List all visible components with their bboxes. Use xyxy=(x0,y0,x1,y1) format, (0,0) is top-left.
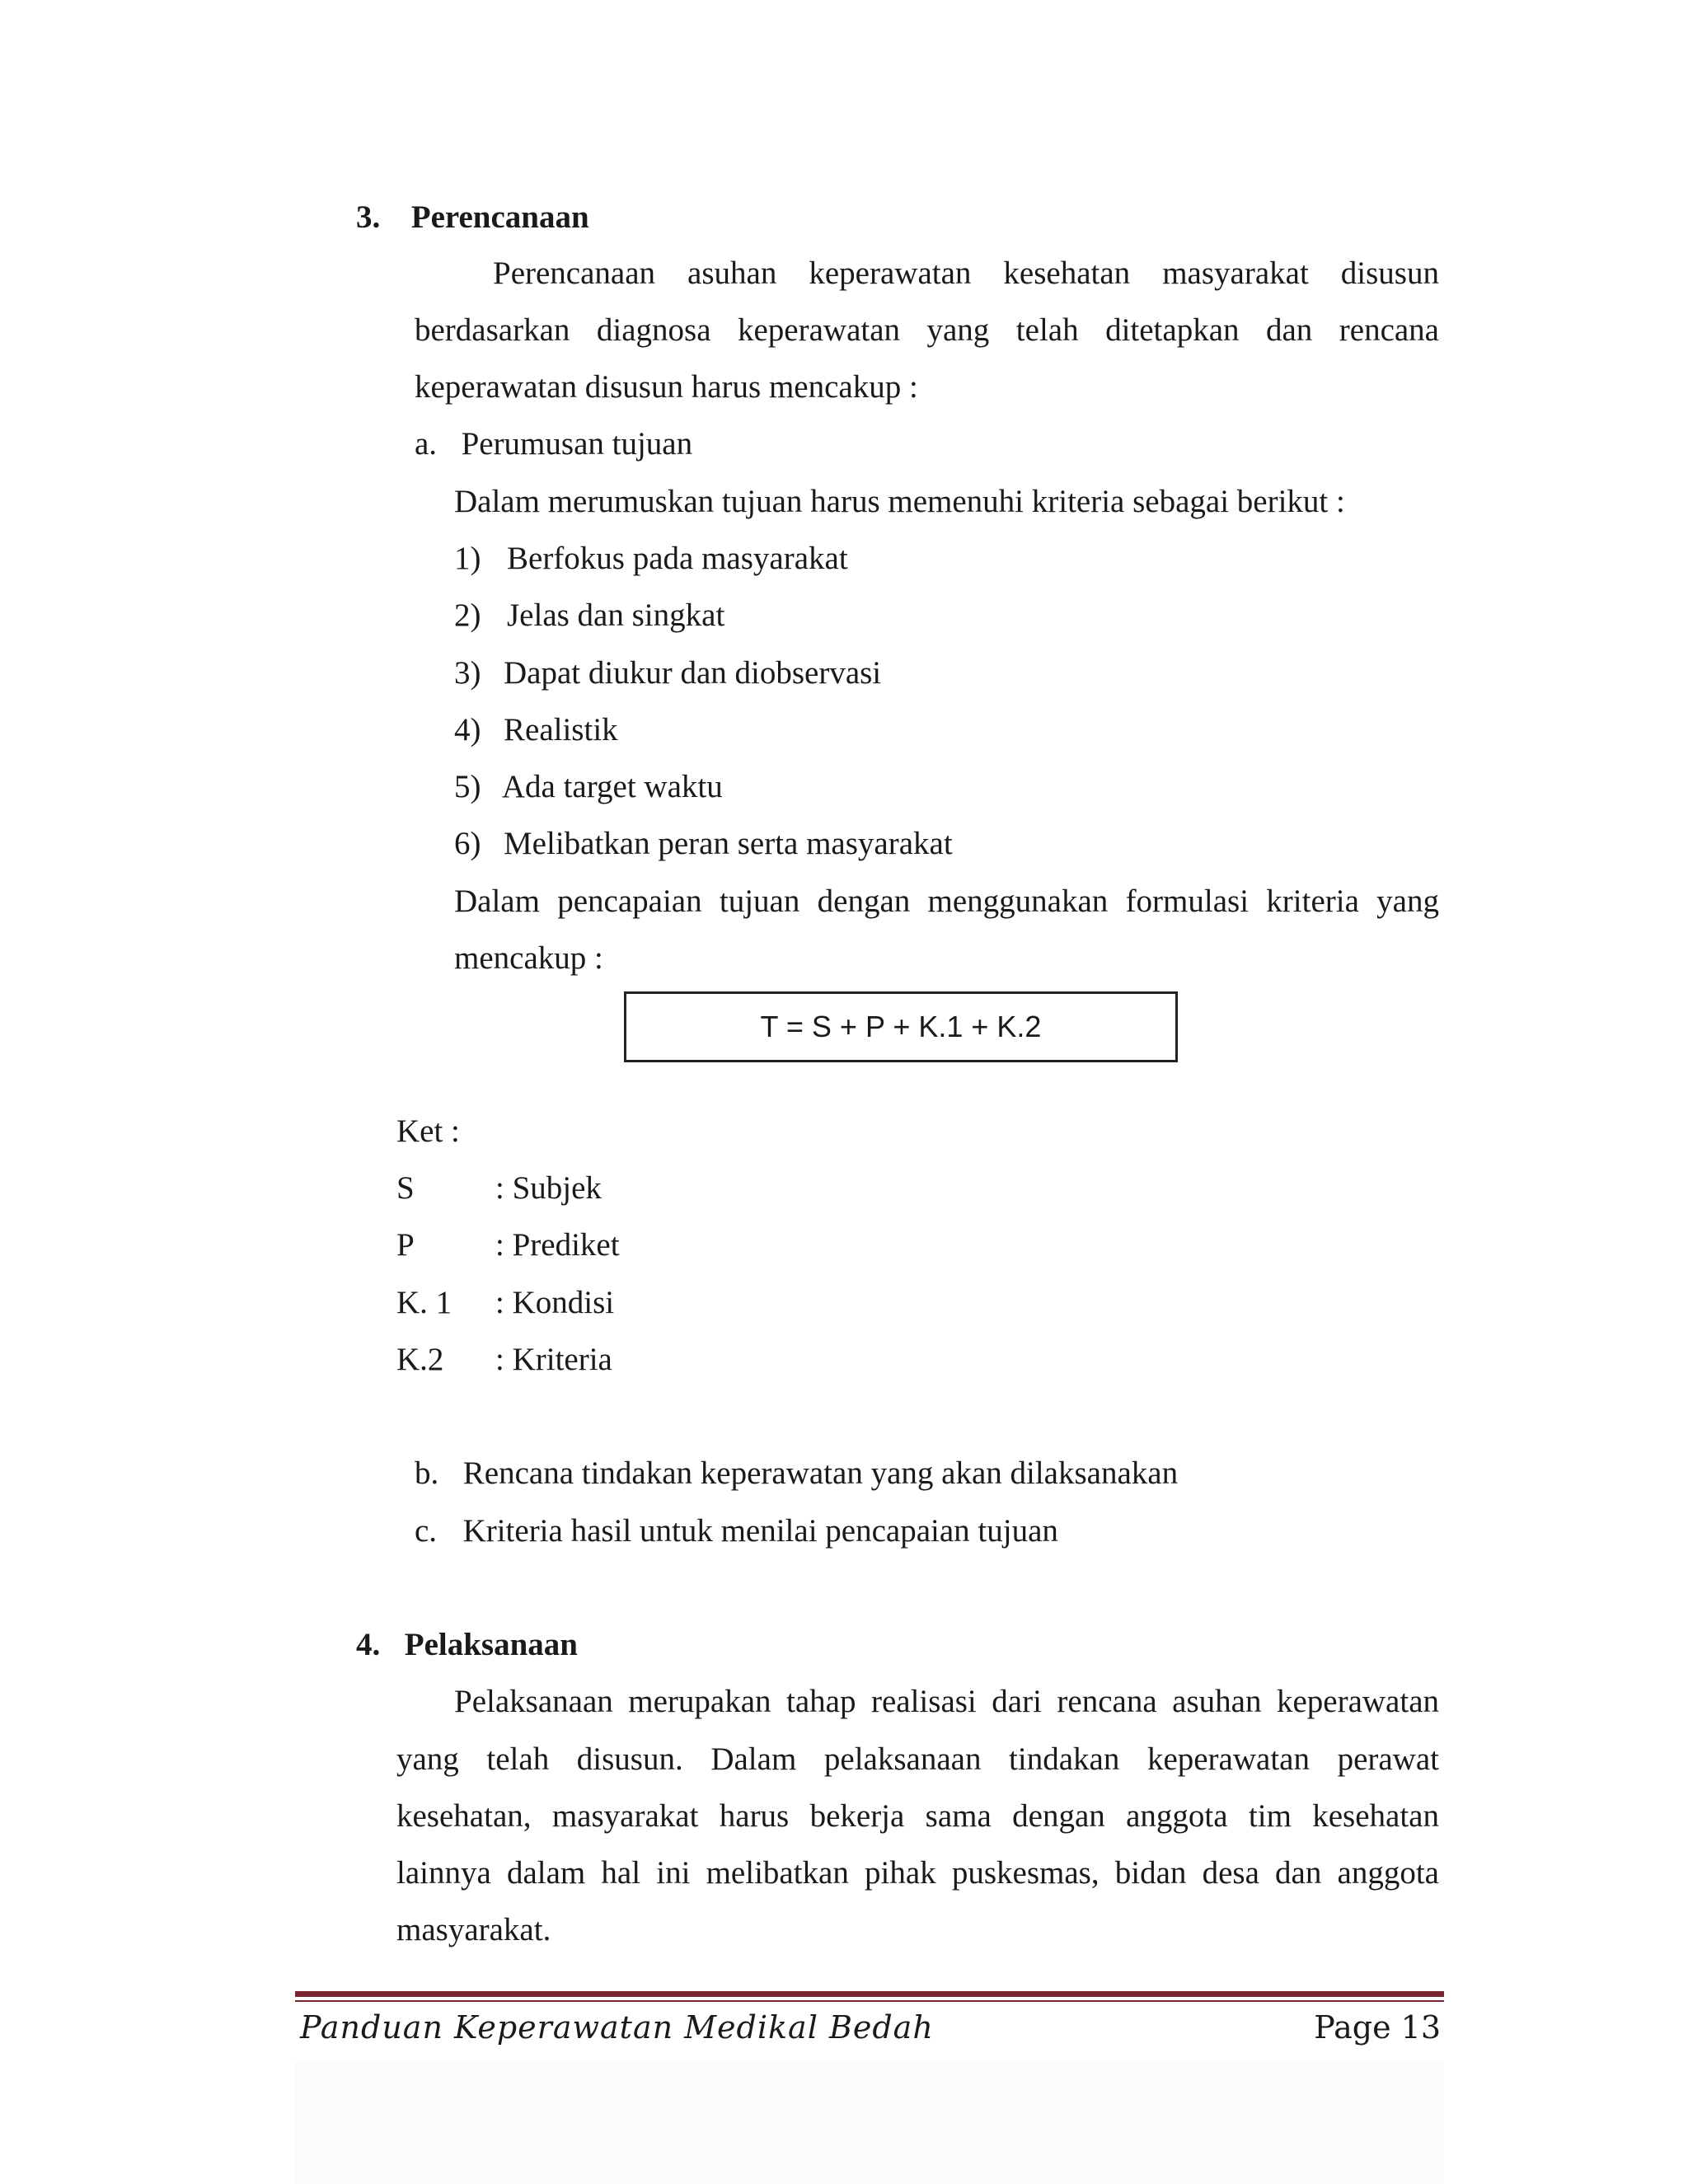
intro-line-3: keperawatan disusun harus mencakup : xyxy=(415,369,918,405)
criteria-item xyxy=(454,539,848,579)
criteria-item xyxy=(454,767,723,807)
ket-key: K.2 xyxy=(396,1342,444,1377)
section-4-line-3: kesehatan, masyarakat harus bekerja sama dengan anggota tim kesehatan xyxy=(396,1798,1439,1834)
section-4-line-4: lainnya dalam hal ini melibatkan pihak puskesmas, bidan desa dan anggota xyxy=(396,1855,1439,1891)
criteria-item xyxy=(454,824,953,864)
item-b-marker: b. xyxy=(415,1455,439,1491)
item-b-label: Rencana tindakan keperawatan yang akan dilaksanakan xyxy=(462,1455,1179,1491)
ket-key: K. 1 xyxy=(396,1285,452,1320)
section-4-line-2: yang telah disusun. Dalam pelaksanaan tindakan keperawatan perawat xyxy=(396,1741,1439,1777)
criteria-text: Melibatkan peran serta masyarakat xyxy=(504,826,953,861)
item-c-marker: c. xyxy=(415,1513,438,1549)
item-a-label: Perumusan tujuan xyxy=(461,426,693,462)
section-3-number: 3. xyxy=(356,199,381,235)
ket-title: Ket : xyxy=(396,1113,460,1149)
item-b xyxy=(415,1454,1178,1493)
criteria-item xyxy=(454,654,881,693)
formula-lead-2: mencakup : xyxy=(454,940,603,976)
criteria-number: 6) xyxy=(454,826,481,861)
ket-value: : Kriteria xyxy=(495,1342,612,1377)
criteria-number: 4) xyxy=(454,712,481,748)
footer-title: Panduan Keperawatan Medikal Bedah xyxy=(300,2009,934,2046)
item-c xyxy=(415,1511,1058,1551)
criteria-text: Dapat diukur dan diobservasi xyxy=(504,655,882,691)
section-3-title: Perencanaan xyxy=(410,199,589,235)
formula-lead-1: Dalam pencapaian tujuan dengan menggunakan formulasi kriteria yang xyxy=(454,883,1439,919)
criteria-number: 5) xyxy=(454,769,481,804)
section-4-line-1: Pelaksanaan merupakan tahap realisasi dari rencana asuhan keperawatan xyxy=(454,1684,1439,1719)
section-4-title: Pelaksanaan xyxy=(404,1627,578,1662)
criteria-item xyxy=(454,596,724,635)
footer-rule-thin xyxy=(295,2000,1444,2002)
criteria-text: Realistik xyxy=(504,712,618,748)
section-4-line-5: masyarakat. xyxy=(396,1912,551,1947)
ket-key: S xyxy=(396,1170,415,1206)
ket-value: : Kondisi xyxy=(495,1285,615,1320)
intro-line-1: Perencanaan asuhan keperawatan kesehatan masyarakat disusun xyxy=(493,255,1439,291)
item-c-label: Kriteria hasil untuk menilai pencapaian tujuan xyxy=(462,1513,1058,1549)
item-a-marker: a. xyxy=(415,426,438,462)
criteria-text: Jelas dan singkat xyxy=(507,598,725,633)
footer-page-number: Page 13 xyxy=(1314,2009,1441,2046)
item-a xyxy=(415,424,692,464)
ket-value: : Prediket xyxy=(495,1227,620,1263)
formula-text: T = S + P + K.1 + K.2 xyxy=(760,1010,1042,1043)
bottom-shade xyxy=(295,2060,1444,2184)
section-3-heading xyxy=(356,198,589,237)
intro-line-2: berdasarkan diagnosa keperawatan yang telah ditetapkan dan rencana xyxy=(415,312,1439,348)
section-4-number: 4. xyxy=(356,1627,381,1662)
section-4-heading xyxy=(356,1625,578,1665)
ket-value: : Subjek xyxy=(495,1170,602,1206)
item-a-lead: Dalam merumuskan tujuan harus memenuhi kriteria sebagai berikut : xyxy=(454,484,1345,519)
criteria-item xyxy=(454,710,618,750)
formula-box xyxy=(624,991,1178,1062)
criteria-text: Ada target waktu xyxy=(501,769,723,804)
criteria-text: Berfokus pada masyarakat xyxy=(507,541,848,576)
ket-key: P xyxy=(396,1227,415,1263)
criteria-number: 2) xyxy=(454,598,481,633)
footer-rule-thick xyxy=(295,1991,1444,1997)
criteria-number: 3) xyxy=(454,655,481,691)
criteria-number: 1) xyxy=(454,541,481,576)
